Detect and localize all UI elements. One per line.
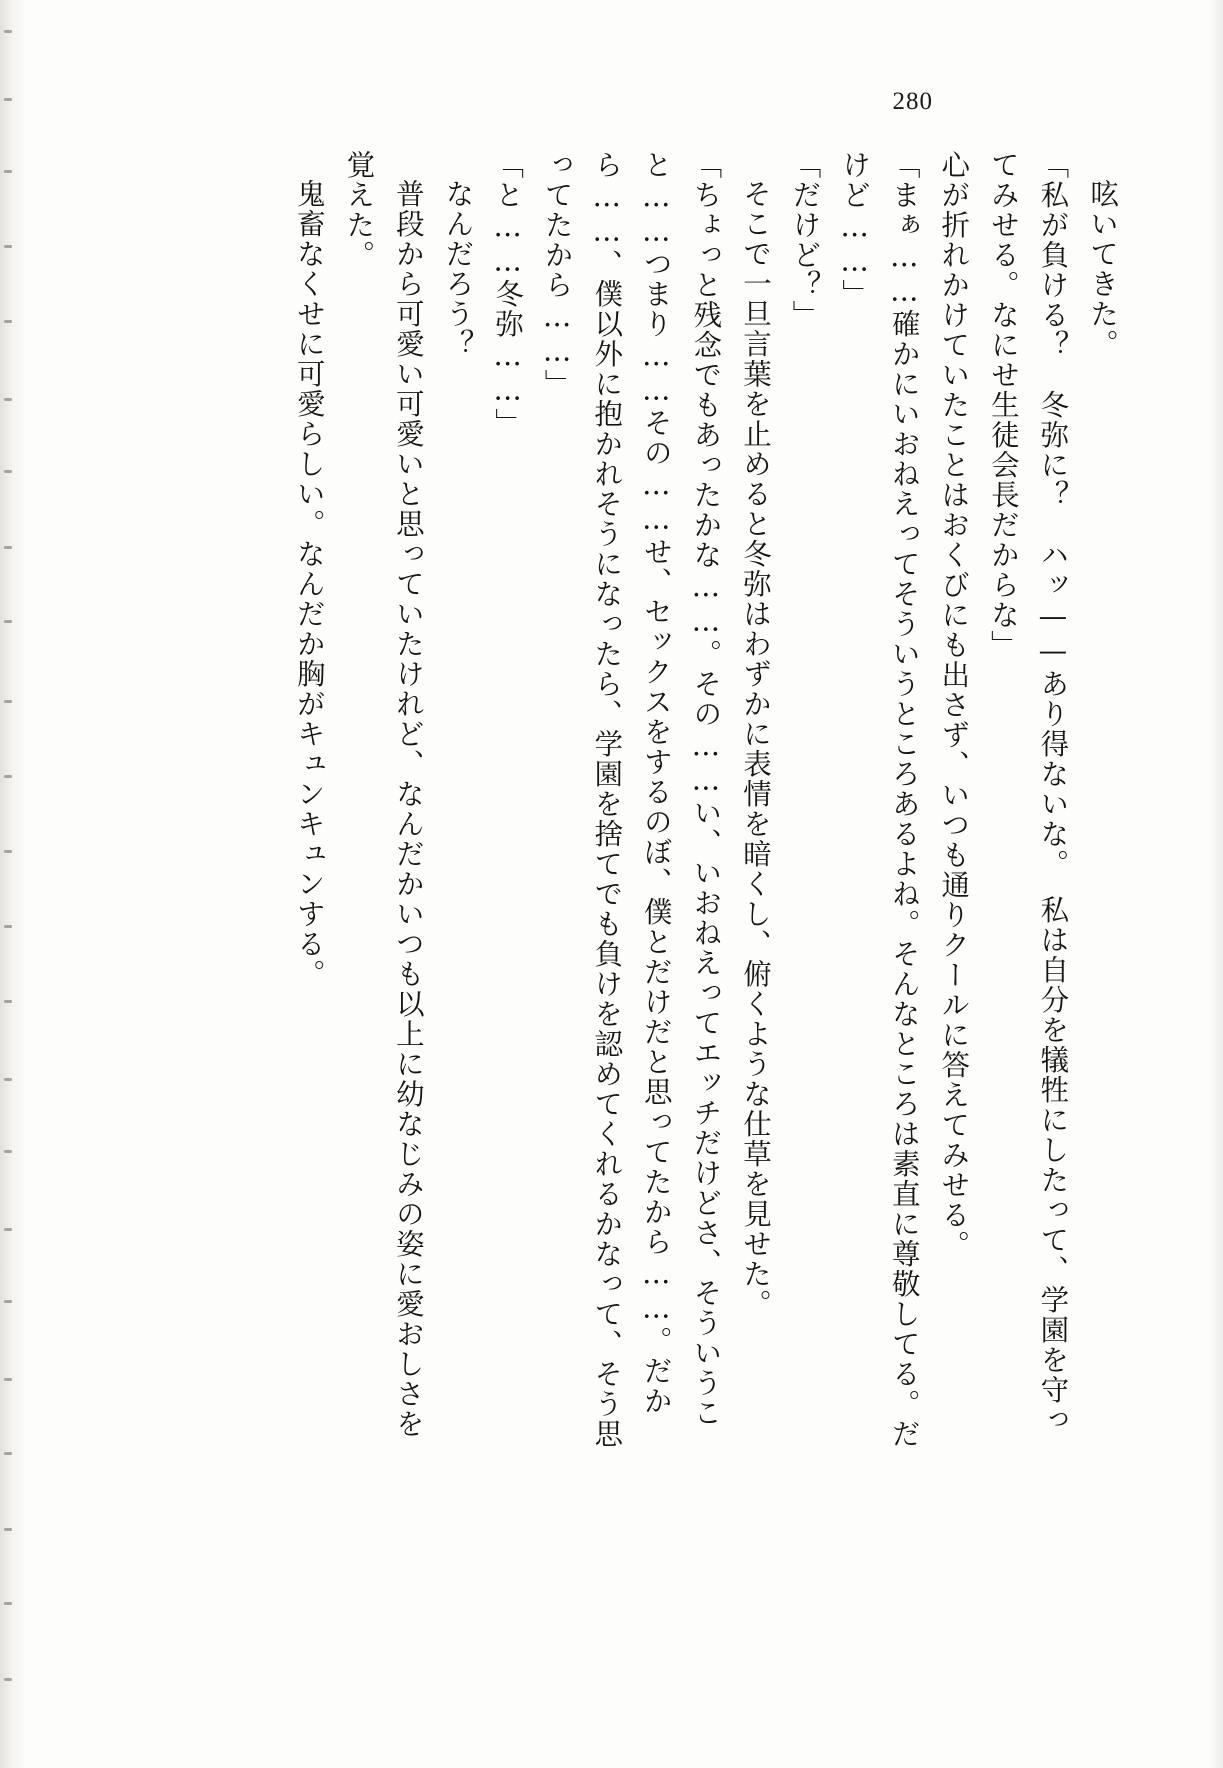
paragraph: 普段から可愛い可愛いと思っていたけれど、なんだかいつも以上に幼なじみの姿に愛おしさを覚えた。 — [342, 150, 425, 1439]
paragraph: そこで一旦言葉を止めると冬弥はわずかに表情を暗くし、俯くような仕草を見せた。 — [738, 179, 772, 1319]
paragraph: 呟いてきた。 — [1086, 179, 1119, 359]
paragraph: 鬼畜なくせに可愛らしい。なんだか胸がキュンキュンする。 — [292, 179, 326, 989]
paragraph: なんだろう？ — [441, 179, 475, 359]
paragraph: 「ちょっと残念でもあったかな……。その……い、いおねえってエッチだけどさ、そういうこと……つまり……その……せ、セックスをするのぼ、僕とだけだと思ってたから……。だから……、僕以外に抱かれそうになったら、学園を捨てでも負けを認めてくれるかなって、そう思ってたから……」 — [540, 150, 723, 1449]
paragraph: 「私が負ける？ 冬弥に？ ハッ——あり得ないな。 私は自分を犠牲にしたって、学園を守ってみせる。なにせ生徒会長だからな」 — [986, 150, 1070, 1435]
scan-edge-right — [1209, 0, 1223, 1768]
paragraph: 心が折れかけていたことはおくびにも出さず、いつも通りクールに答えてみせる。 — [937, 150, 971, 1260]
body-text — [247, 150, 1127, 1450]
paragraph: 「まぁ……確かにいおねえってそういうところあるよね。そんなところは素直に尊敬してる。だけど……」 — [838, 150, 921, 1449]
paragraph: 「だけど？」 — [788, 150, 822, 330]
scan-edge-left — [0, 0, 26, 1768]
paragraph: 「と……冬弥……」 — [491, 150, 525, 438]
page-number: 280 — [892, 88, 933, 115]
